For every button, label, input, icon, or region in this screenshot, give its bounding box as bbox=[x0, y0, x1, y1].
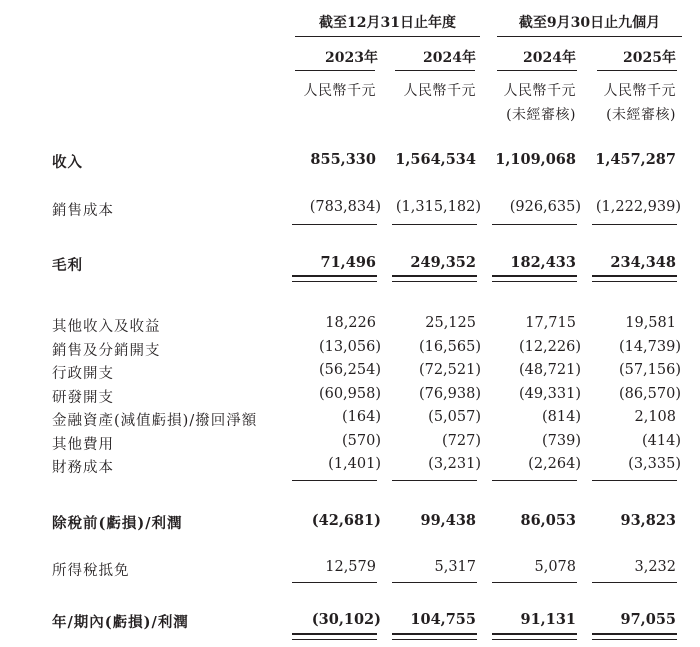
period-header-fy: 截至12月31日止年度 bbox=[319, 15, 456, 31]
cell-tax-2023: 12,579 bbox=[325, 559, 376, 575]
cell-admin-9m2025: (57,156) bbox=[618, 362, 681, 378]
cell-admin-2024: (72,521) bbox=[418, 362, 481, 378]
cell-net-2023: (30,102) bbox=[311, 611, 381, 628]
row-label-impairment: 金融資產(減值虧損)/撥回淨額 bbox=[52, 413, 258, 429]
rule-cost-1 bbox=[292, 224, 377, 225]
year-header-2: 2024年 bbox=[423, 50, 476, 66]
cell-revenue-2024: 1,564,534 bbox=[395, 151, 476, 168]
cell-selling-9m2024: (12,226) bbox=[518, 339, 581, 355]
period-header-9m: 截至9月30日止九個月 bbox=[518, 15, 661, 31]
row-label-income-tax: 所得稅抵免 bbox=[52, 563, 130, 579]
rule-fin-4 bbox=[592, 480, 677, 481]
cell-other-expenses-9m2025: (414) bbox=[642, 433, 681, 449]
row-label-gross-profit: 毛利 bbox=[52, 257, 83, 274]
year-underline-3 bbox=[497, 70, 577, 71]
cell-other-expenses-9m2024: (739) bbox=[542, 433, 581, 449]
rule-gp-4a bbox=[592, 275, 677, 277]
cell-impairment-2024: (5,057) bbox=[428, 409, 481, 425]
row-label-admin-expenses: 行政開支 bbox=[52, 366, 114, 382]
unit-header-2: 人民幣千元 bbox=[403, 83, 476, 99]
cell-cost-of-sales-2023: (783,834) bbox=[309, 199, 381, 215]
cell-pretax-9m2024: 86,053 bbox=[520, 512, 576, 529]
rule-fin-3 bbox=[492, 480, 577, 481]
cell-cost-of-sales-9m2024: (926,635) bbox=[509, 199, 581, 215]
cell-finance-9m2025: (3,335) bbox=[628, 456, 681, 472]
cell-net-9m2024: 91,131 bbox=[520, 611, 576, 628]
period-underline-fy bbox=[295, 36, 480, 37]
rule-net-4b bbox=[592, 639, 677, 640]
cell-revenue-9m2025: 1,457,287 bbox=[595, 151, 676, 168]
year-underline-1 bbox=[295, 70, 375, 71]
cell-other-expenses-2024: (727) bbox=[442, 433, 481, 449]
cell-rd-9m2025: (86,570) bbox=[618, 386, 681, 402]
row-label-revenue: 收入 bbox=[52, 154, 83, 171]
row-label-net-result: 年/期內(虧損)/利潤 bbox=[52, 614, 189, 631]
cell-impairment-9m2024: (814) bbox=[542, 409, 581, 425]
cell-tax-2024: 5,317 bbox=[434, 559, 476, 575]
year-header-3: 2024年 bbox=[523, 50, 576, 66]
cell-tax-9m2024: 5,078 bbox=[534, 559, 576, 575]
rule-gp-3a bbox=[492, 275, 577, 277]
cell-other-income-2024: 25,125 bbox=[425, 315, 476, 331]
rule-net-1b bbox=[292, 639, 377, 640]
cell-cost-of-sales-2024: (1,315,182) bbox=[395, 199, 481, 215]
unaudited-note-2: (未經審核) bbox=[606, 107, 676, 123]
rule-net-4a bbox=[592, 633, 677, 635]
rule-net-3a bbox=[492, 633, 577, 635]
cell-admin-2023: (56,254) bbox=[318, 362, 381, 378]
cell-selling-2024: (16,565) bbox=[418, 339, 481, 355]
year-underline-4 bbox=[597, 70, 677, 71]
cell-gross-profit-2024: 249,352 bbox=[410, 254, 476, 271]
row-label-selling-expenses: 銷售及分銷開支 bbox=[52, 343, 161, 359]
rule-tax-4 bbox=[592, 582, 677, 583]
unaudited-note-1: (未經審核) bbox=[506, 107, 576, 123]
row-label-rd-expenses: 研發開支 bbox=[52, 390, 114, 406]
year-header-4: 2025年 bbox=[623, 50, 676, 66]
cell-pretax-2023: (42,681) bbox=[311, 512, 381, 529]
rule-cost-2 bbox=[392, 224, 477, 225]
rule-gp-3b bbox=[492, 281, 577, 282]
year-header-1: 2023年 bbox=[325, 50, 378, 66]
cell-gross-profit-2023: 71,496 bbox=[320, 254, 376, 271]
unit-header-1: 人民幣千元 bbox=[303, 83, 376, 99]
cell-pretax-9m2025: 93,823 bbox=[620, 512, 676, 529]
rule-gp-1b bbox=[292, 281, 377, 282]
period-underline-9m bbox=[497, 36, 682, 37]
row-label-other-expenses: 其他費用 bbox=[52, 437, 114, 453]
rule-cost-3 bbox=[492, 224, 577, 225]
year-underline-2 bbox=[395, 70, 475, 71]
cell-gross-profit-9m2025: 234,348 bbox=[610, 254, 676, 271]
rule-gp-1a bbox=[292, 275, 377, 277]
cell-tax-9m2025: 3,232 bbox=[634, 559, 676, 575]
row-label-cost-of-sales: 銷售成本 bbox=[52, 203, 114, 219]
rule-gp-4b bbox=[592, 281, 677, 282]
cell-rd-2024: (76,938) bbox=[418, 386, 481, 402]
cell-finance-2024: (3,231) bbox=[428, 456, 481, 472]
rule-tax-1 bbox=[292, 582, 377, 583]
row-label-finance-costs: 財務成本 bbox=[52, 460, 114, 476]
cell-revenue-9m2024: 1,109,068 bbox=[495, 151, 576, 168]
cell-impairment-9m2025: 2,108 bbox=[634, 409, 676, 425]
rule-gp-2b bbox=[392, 281, 477, 282]
cell-pretax-2024: 99,438 bbox=[420, 512, 476, 529]
cell-selling-2023: (13,056) bbox=[318, 339, 381, 355]
cell-finance-2023: (1,401) bbox=[328, 456, 381, 472]
cell-other-income-2023: 18,226 bbox=[325, 315, 376, 331]
rule-net-3b bbox=[492, 639, 577, 640]
row-label-other-income: 其他收入及收益 bbox=[52, 319, 161, 335]
rule-net-1a bbox=[292, 633, 377, 635]
cell-gross-profit-9m2024: 182,433 bbox=[510, 254, 576, 271]
cell-other-income-9m2024: 17,715 bbox=[525, 315, 576, 331]
rule-net-2b bbox=[392, 639, 477, 640]
cell-net-9m2025: 97,055 bbox=[620, 611, 676, 628]
rule-cost-4 bbox=[592, 224, 677, 225]
cell-other-expenses-2023: (570) bbox=[342, 433, 381, 449]
cell-rd-9m2024: (49,331) bbox=[518, 386, 581, 402]
cell-finance-9m2024: (2,264) bbox=[528, 456, 581, 472]
rule-fin-1 bbox=[292, 480, 377, 481]
unit-header-4: 人民幣千元 bbox=[603, 83, 676, 99]
cell-impairment-2023: (164) bbox=[342, 409, 381, 425]
rule-tax-2 bbox=[392, 582, 477, 583]
cell-net-2024: 104,755 bbox=[410, 611, 476, 628]
cell-rd-2023: (60,958) bbox=[318, 386, 381, 402]
cell-selling-9m2025: (14,739) bbox=[618, 339, 681, 355]
cell-cost-of-sales-9m2025: (1,222,939) bbox=[595, 199, 681, 215]
rule-fin-2 bbox=[392, 480, 477, 481]
cell-other-income-9m2025: 19,581 bbox=[625, 315, 676, 331]
cell-admin-9m2024: (48,721) bbox=[518, 362, 581, 378]
cell-revenue-2023: 855,330 bbox=[310, 151, 376, 168]
rule-tax-3 bbox=[492, 582, 577, 583]
rule-gp-2a bbox=[392, 275, 477, 277]
unit-header-3: 人民幣千元 bbox=[503, 83, 576, 99]
rule-net-2a bbox=[392, 633, 477, 635]
row-label-pretax: 除稅前(虧損)/利潤 bbox=[52, 515, 183, 532]
